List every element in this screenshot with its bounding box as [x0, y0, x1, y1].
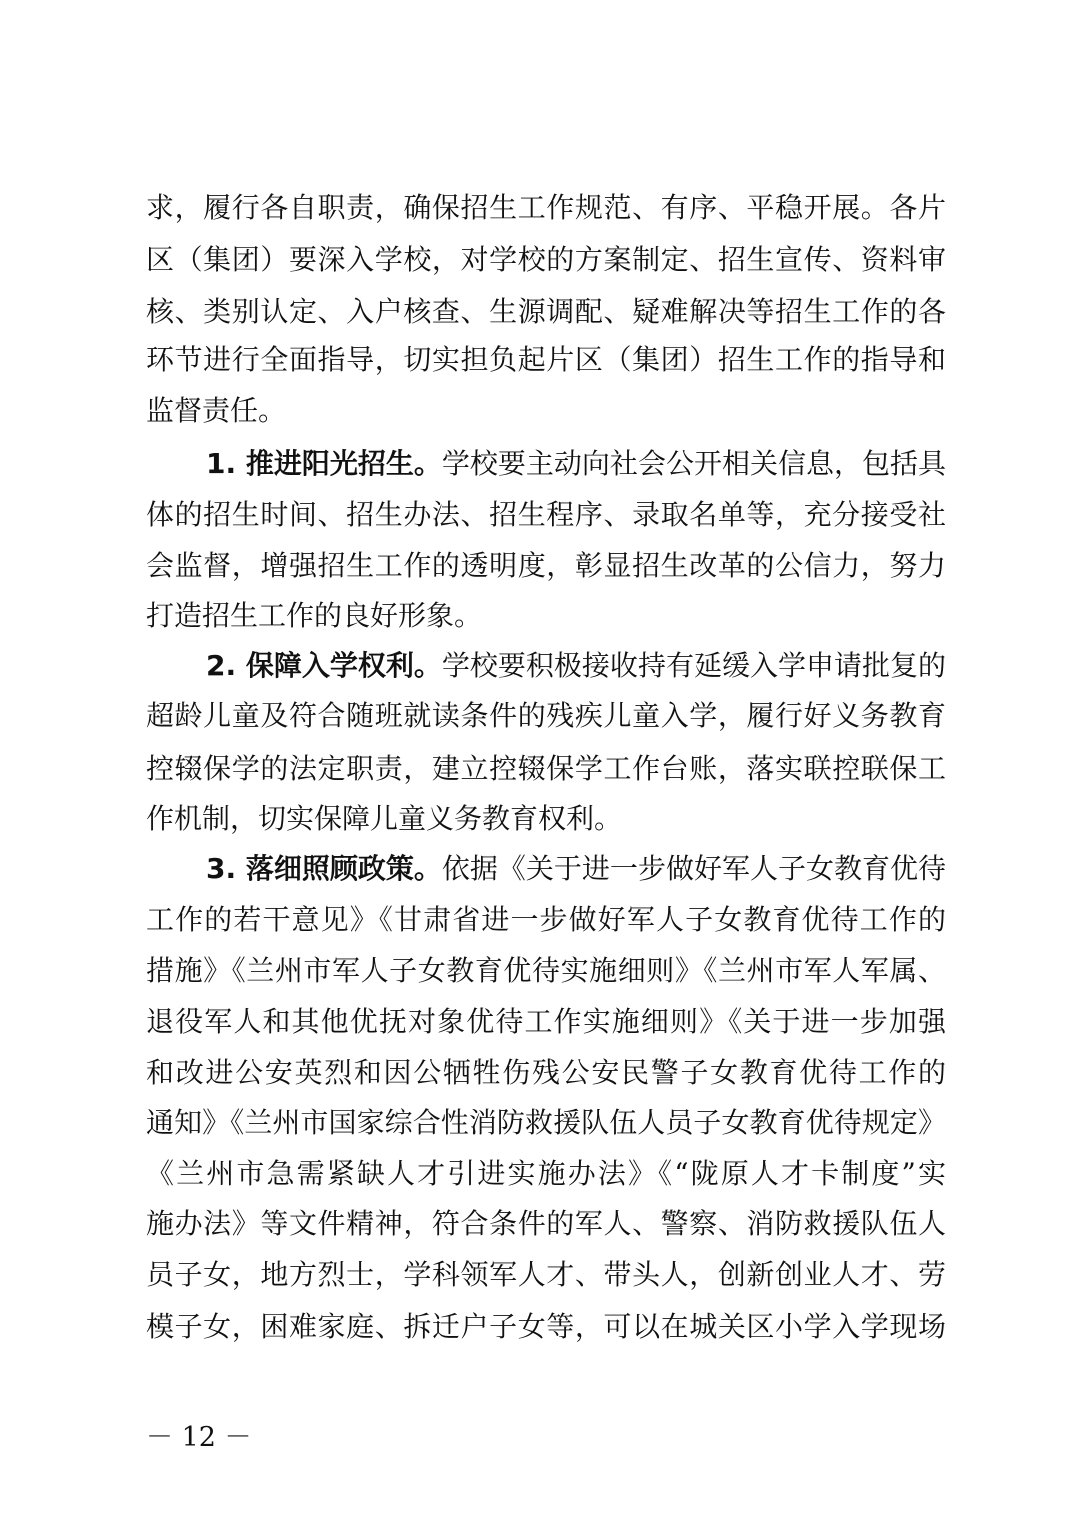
body-text-line: 措施》《兰州市军人子女教育优待实施细则》《兰州市军人军属、: [146, 954, 946, 987]
page-number: － 12 －: [146, 1422, 252, 1453]
body-text-line: 模子女，困难家庭、拆迁户子女等，可以在城关区小学入学现场: [146, 1310, 946, 1343]
body-text-line: 会监督，增强招生工作的透明度，彰显招生改革的公信力，努力: [146, 549, 946, 582]
body-text-line: 退役军人和其他优抚对象优待工作实施细则》《关于进一步加强: [146, 1005, 946, 1038]
body-text-line: 求，履行各自职责，确保招生工作规范、有序、平稳开展。各片: [146, 191, 946, 224]
body-text-line: 区（集团）要深入学校，对学校的方案制定、招生宣传、资料审: [146, 243, 946, 276]
body-text-line: 工作的若干意见》《甘肃省进一步做好军人子女教育优待工作的: [146, 903, 946, 936]
body-text-line: 控辍保学的法定职责，建立控辍保学工作台账，落实联控联保工: [146, 752, 946, 785]
body-text-line: 环节进行全面指导，切实担负起片区（集团）招生工作的指导和: [146, 343, 946, 376]
body-text: 学校要积极接收持有延缓入学申请批复的: [441, 649, 946, 682]
body-text-line: 监督责任。: [146, 394, 287, 427]
section-heading: 3. 落细照顾政策。: [206, 852, 442, 885]
section-heading: 1. 推进阳光招生。: [206, 447, 442, 480]
section-heading: 2. 保障入学权利。: [206, 649, 442, 682]
body-text-line: 核、类别认定、入户核查、生源调配、疑难解决等招生工作的各: [146, 295, 946, 328]
body-text-line: 作机制，切实保障儿童义务教育权利。: [146, 802, 623, 835]
section-2-first-line: [206, 640, 946, 692]
body-text-line: 施办法》等文件精神，符合条件的军人、警察、消防救援队伍人: [146, 1207, 946, 1240]
body-text-line: 和改进公安英烈和因公牺牲伤残公安民警子女教育优待工作的: [146, 1056, 946, 1089]
body-text-line: 员子女，地方烈士，学科领军人才、带头人，创新创业人才、劳: [146, 1258, 946, 1291]
body-text-line: 《兰州市急需紧缺人才引进实施办法》《“陇原人才卡制度”实: [146, 1157, 946, 1190]
body-text-line: 打造招生工作的良好形象。: [146, 599, 483, 632]
body-text-line: 超龄儿童及符合随班就读条件的残疾儿童入学，履行好义务教育: [146, 699, 946, 732]
section-3-first-line: [206, 843, 946, 895]
body-text-line: 体的招生时间、招生办法、招生程序、录取名单等，充分接受社: [146, 498, 946, 531]
body-text-line: 通知》《兰州市国家综合性消防救援队伍人员子女教育优待规定》: [146, 1106, 946, 1139]
section-1-first-line: [206, 438, 946, 490]
body-text: 学校要主动向社会公开相关信息，包括具: [441, 447, 946, 480]
body-text: 依据《关于进一步做好军人子女教育优待: [441, 852, 946, 885]
